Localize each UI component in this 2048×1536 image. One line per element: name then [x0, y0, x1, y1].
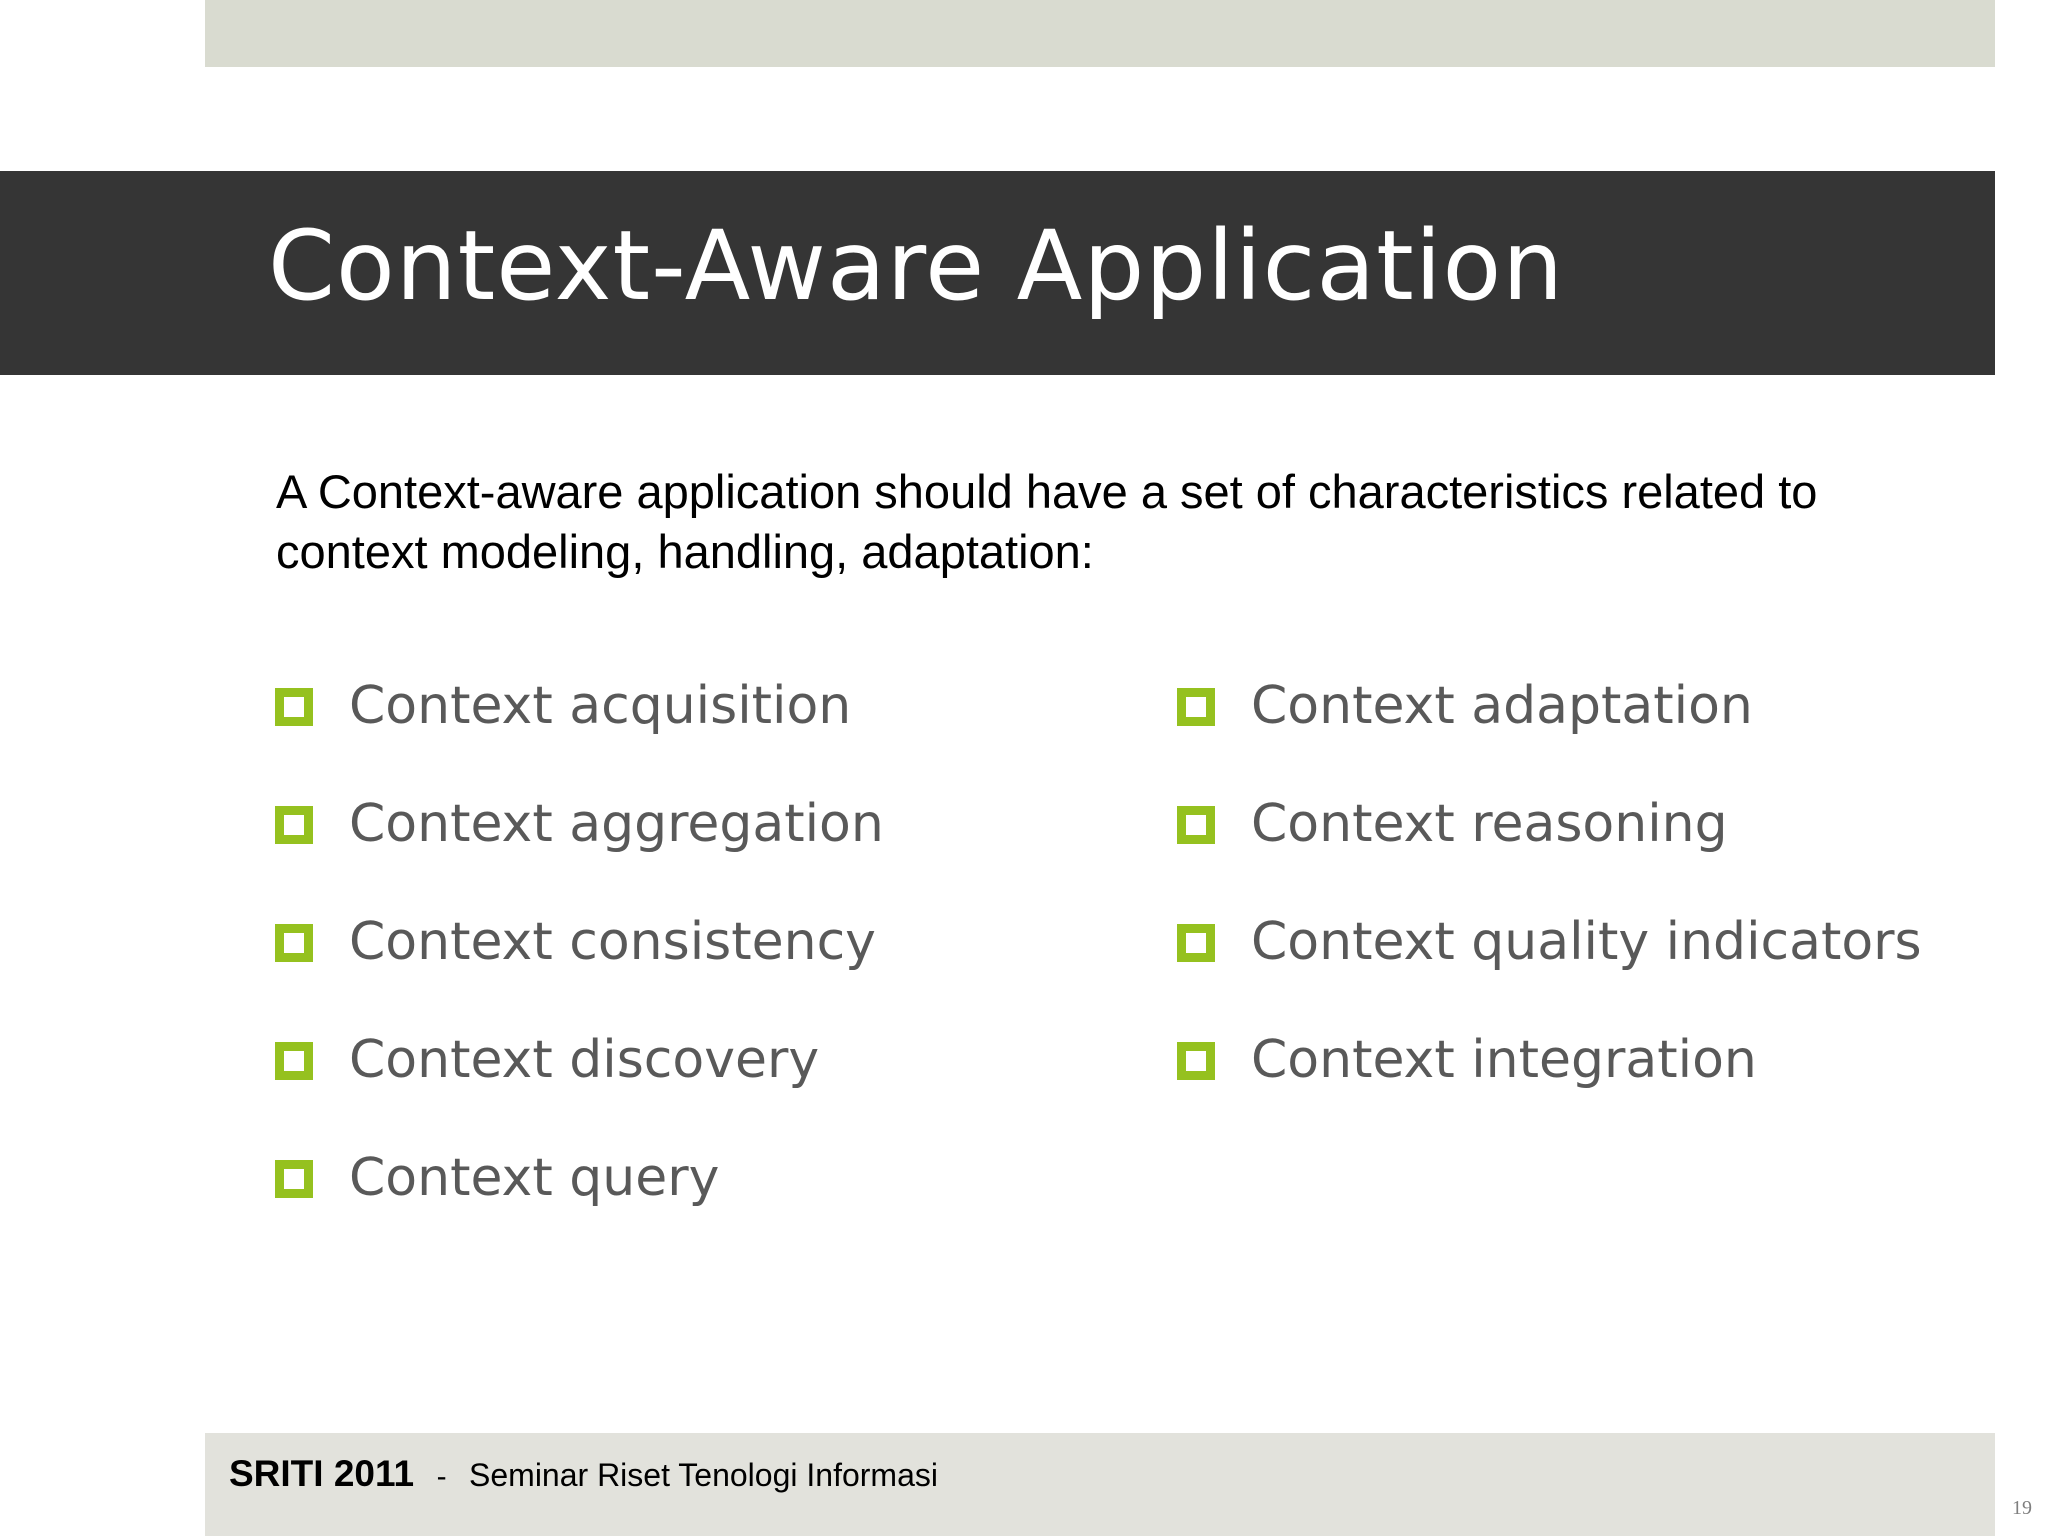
square-bullet-icon — [1177, 806, 1215, 844]
list-item-label: Context reasoning — [1251, 794, 1728, 854]
list-item-label: Context quality indicators — [1251, 912, 1922, 972]
list-item — [1177, 910, 1922, 1028]
list-item — [275, 1146, 884, 1264]
intro-paragraph: A Context-aware application should have a set of characteristics related to context modeling, handling, adaptation: — [276, 465, 1818, 578]
list-item-label: Context adaptation — [1251, 676, 1753, 736]
list-item-label: Context discovery — [349, 1030, 820, 1090]
footer-subtitle: Seminar Riset Tenologi Informasi — [469, 1457, 938, 1493]
square-bullet-icon — [275, 688, 313, 726]
square-bullet-icon — [275, 924, 313, 962]
top-decorative-band — [205, 0, 1995, 67]
page-number: 19 — [2012, 1497, 2032, 1519]
square-bullet-icon — [1177, 688, 1215, 726]
list-item-label: Context aggregation — [349, 794, 884, 854]
bullet-list-left — [275, 674, 884, 1264]
list-item-label: Context query — [349, 1148, 720, 1208]
list-item-label: Context consistency — [349, 912, 876, 972]
bullet-list-right — [1177, 674, 1922, 1146]
list-item — [1177, 792, 1922, 910]
square-bullet-icon — [1177, 1042, 1215, 1080]
list-item — [275, 674, 884, 792]
square-bullet-icon — [275, 1160, 313, 1198]
list-item — [275, 910, 884, 1028]
square-bullet-icon — [275, 806, 313, 844]
square-bullet-icon — [1177, 924, 1215, 962]
list-item — [1177, 1028, 1922, 1146]
footer — [229, 1453, 938, 1495]
list-item — [275, 792, 884, 910]
list-item-label: Context integration — [1251, 1030, 1757, 1090]
footer-event-name: SRITI 2011 — [229, 1453, 415, 1494]
list-item — [275, 1028, 884, 1146]
square-bullet-icon — [275, 1042, 313, 1080]
list-item-label: Context acquisition — [349, 676, 852, 736]
slide-title: Context-Aware Application — [268, 210, 1565, 322]
list-item — [1177, 674, 1922, 792]
footer-separator: - — [436, 1460, 447, 1493]
